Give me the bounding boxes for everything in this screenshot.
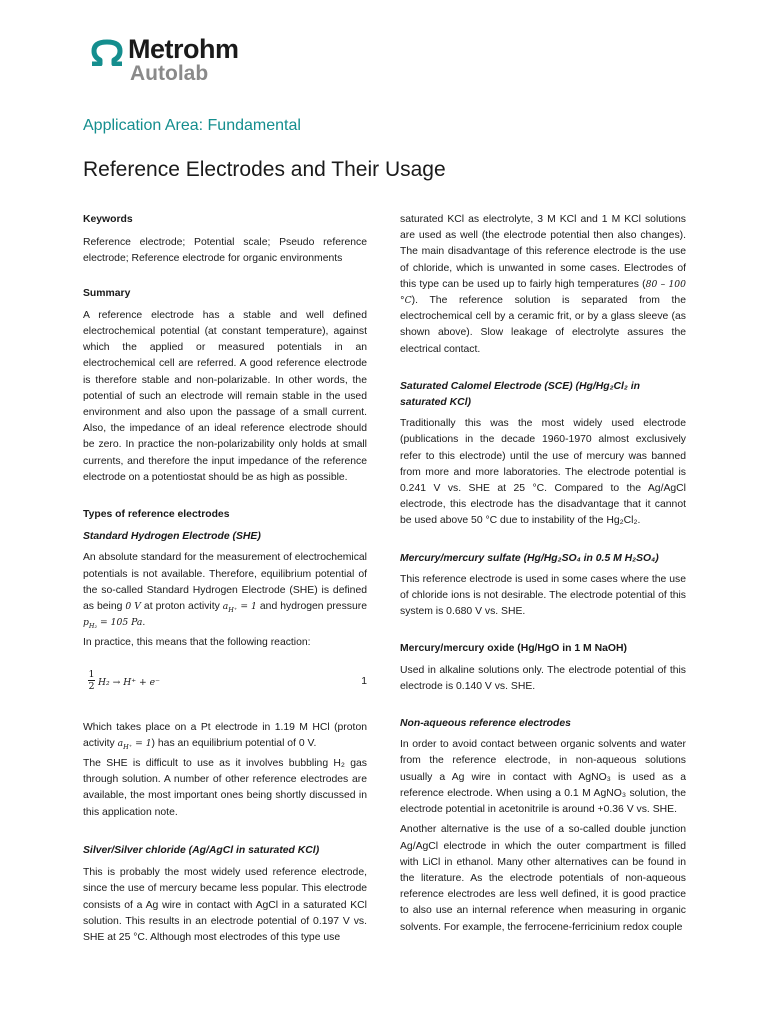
hgo-heading: Mercury/mercury oxide (Hg/HgO in 1 M NaOH)	[400, 643, 627, 655]
logo-name: Metrohm	[128, 34, 239, 64]
equation-body: H₂ → H⁺ + e⁻	[98, 676, 160, 688]
agcl-continued: saturated KCl as electrolyte, 3 M KCl and 1 M KCl solutions are used as well (the electrode potential then also changes). The main disadvantage of this reference electrode is the use of chloride, which is unwanted in some cases. Electrodes of this type can be used up to fairly high temperatures (80 – 100 °C). The reference solution is separated from the electrochemical cell by a ceramic frit, or by a glass sleeve (as shown above). Slow leakage of electrolyte assures the electrical contact.	[400, 214, 686, 355]
she-paragraph-4: The SHE is difficult to use as it involves bubbling H₂ gas through solution. A number of other reference electrodes are available, the most important ones being shortly discussed in this application note.	[83, 758, 367, 818]
equation-1	[83, 669, 367, 699]
summary-text: A reference electrode has a stable and well defined electrochemical potential (at constant temperature), against which the applied or measured potentials in an electrochemical cell are referred. A good reference electrode is therefore stable and non-polarizable. In other words, the potential of such an electrode will remain stable in the used environment and also upon the passage of a small current. Also, the impedance of an ideal reference electrode should be zero. In practice the non-polarizability only holds at small currents, and therefore the input impedance of the reference electrode on a potentiostat should be as high as possible.	[83, 309, 367, 483]
page-title: Reference Electrodes and Their Usage	[83, 158, 446, 181]
she-paragraph-3: Which takes place on a Pt electrode in 1.19 M HCl (proton activity $a_{H^+} = 1$) has an equilibrium potential of 0 V.	[83, 721, 367, 751]
application-area: Application Area: Fundamental	[83, 117, 301, 134]
she-paragraph-2: In practice, this means that the following reaction:	[83, 637, 311, 649]
agcl-heading: Silver/Silver chloride (Ag/AgCl in saturated KCl)	[83, 844, 320, 856]
nonaq-heading: Non-aqueous reference electrodes	[400, 718, 571, 730]
summary-heading: Summary	[83, 287, 131, 299]
sce-heading: Saturated Calomel Electrode (SCE) (Hg/Hg₂Cl₂ in saturated KCl)	[400, 380, 641, 409]
she-heading: Standard Hydrogen Electrode (SHE)	[83, 531, 261, 543]
metrohm-logo	[90, 36, 240, 88]
types-heading: Types of reference electrodes	[83, 509, 230, 521]
nonaq-paragraph-2: Another alternative is the use of a so-called double junction Ag/AgCl electrode in which the outer compartment is filled with LiCl in ethanol. Many other alternatives can be found in the literature. As the electrode potentials of non-aqueous reference electrodes are less well defined, it is good practice to also use an internal reference when measuring in organic solvents. For example, the ferrocene-ferricinium redox couple	[400, 824, 686, 933]
equation-fraction: 1 2	[88, 668, 95, 692]
hgso4-text: This reference electrode is used in some cases where the use of chloride ions is not desirable. The electrode potential of this system is 0.680 V vs. SHE.	[400, 573, 686, 618]
agcl-text: This is probably the most widely used reference electrode, since the use of mercury became less popular. This electrode consists of a Ag wire in contact with AgCl in a saturated KCl solution. This results in an electrode potential of 0.197 V vs. SHE at 25 °C. Although most electrodes of this type use	[83, 867, 367, 943]
left-column	[83, 212, 367, 946]
sce-text: Traditionally this was the most widely used electrode (publications in the decade 1960-1970 almost exclusively refer to this electrode) until the use of mercury was banned from more and more laboratories. The electrode potential is 0.241 V vs. SHE at 25 °C. Compared to the Ag/AgCl electrode, this electrode has the disadvantage that it cannot be used above 50 °C due to instability of the Hg₂Cl₂.	[400, 418, 686, 527]
she-paragraph-1: An absolute standard for the measurement of electrochemical potentials is not available. Therefore, equilibrium potential of the so-called Standard Hydrogen Electrode (SHE) is defined as being 0 V at proton activity $a_{H^+} = 1$ and hydrogen pressure $p_{H_2} = 105$ Pa.	[83, 552, 367, 631]
logo-subname: Autolab	[130, 62, 209, 85]
hgso4-heading: Mercury/mercury sulfate (Hg/Hg₂SO₄ in 0.5 M H₂SO₄)	[400, 552, 659, 564]
keywords-heading: Keywords	[83, 214, 133, 225]
equation-number: 1	[361, 675, 367, 687]
nonaq-paragraph-1: In order to avoid contact between organic solvents and water from the reference electrode, in non-aqueous solutions usually a Ag wire in contact with AgNO₃ is used as a reference electrode. When using a 0.1 M AgNO₃ solution, the electrode potential in acetonitrile is around +0.36 V vs. SHE.	[400, 739, 686, 816]
keywords-text: Reference electrode; Potential scale; Pseudo reference electrode; Reference electrode for organic environments	[83, 237, 367, 265]
hgo-text: Used in alkaline solutions only. The electrode potential of this electrode is 0.140 V vs. SHE.	[400, 664, 686, 692]
metrohm-omega-icon	[90, 38, 124, 66]
right-column	[400, 212, 686, 936]
